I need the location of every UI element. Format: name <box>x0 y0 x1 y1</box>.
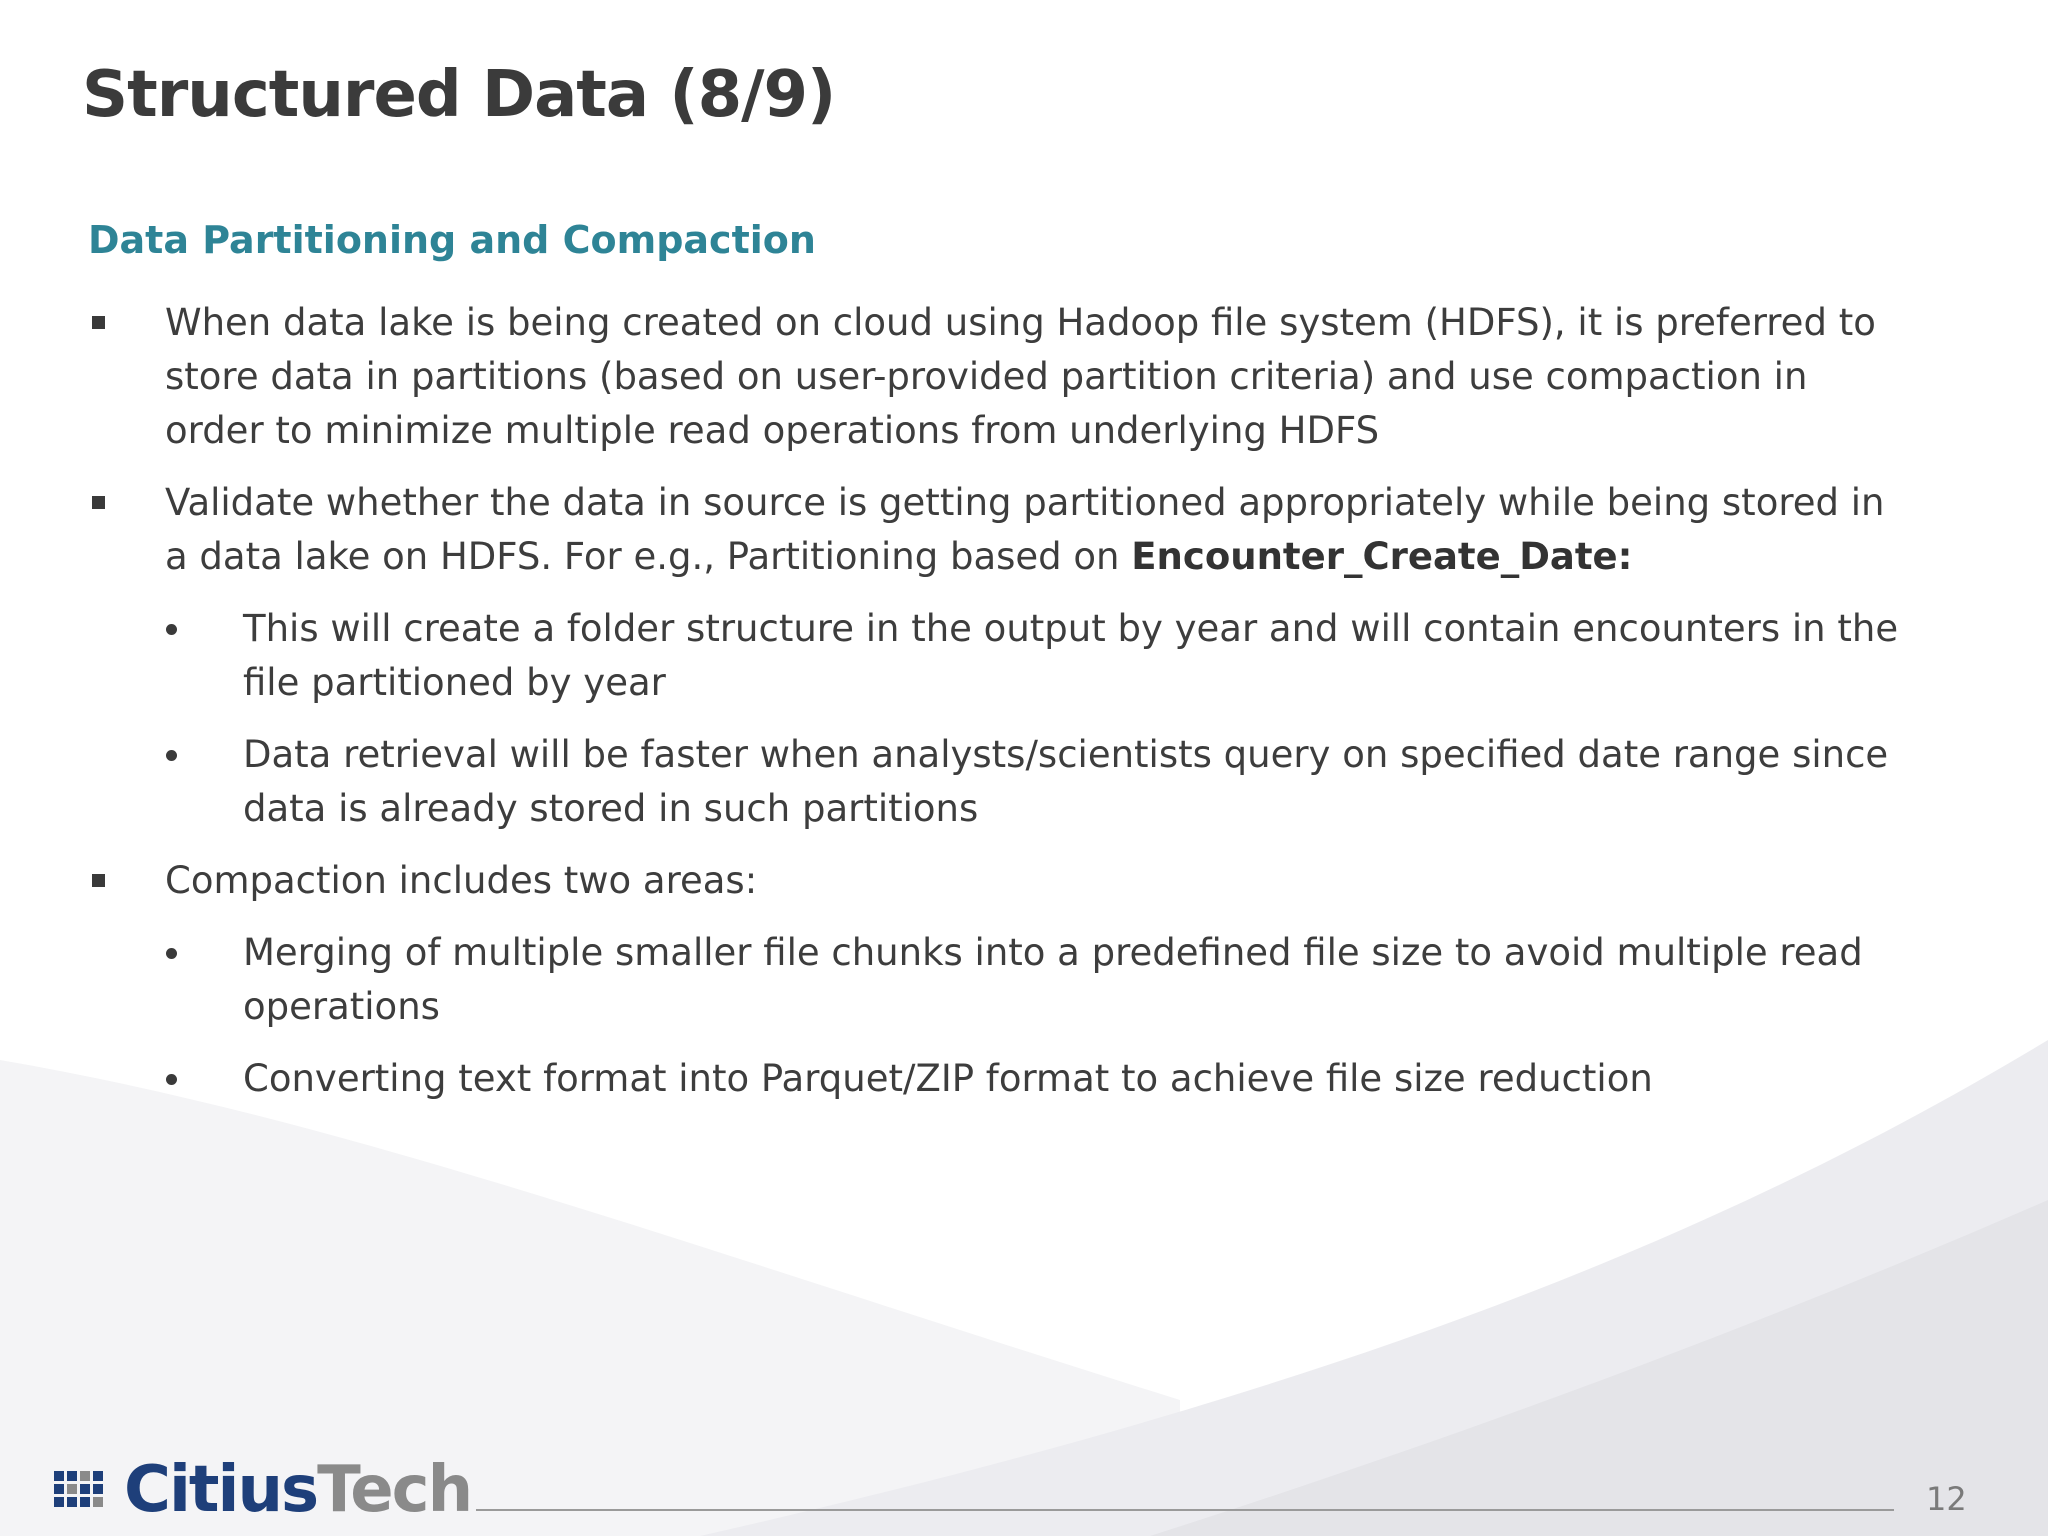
citiustech-logo <box>54 1453 472 1527</box>
section-subtitle: Data Partitioning and Compaction <box>88 218 816 262</box>
round-bullet-icon <box>166 750 177 761</box>
sub-bullet-item <box>0 1052 1915 1106</box>
bullet-item <box>0 476 1915 584</box>
round-bullet-icon <box>166 624 177 635</box>
bullet-text: Compaction includes two areas: <box>165 859 758 902</box>
logo-wordmark <box>124 1453 472 1527</box>
slide-title: Structured Data (8/9) <box>82 58 836 132</box>
square-bullet-icon <box>92 874 105 887</box>
bullet-text: Validate whether the data in source is getting partitioned appropriately while being stored in a data lake on HDFS. For e.g., Partitioning based on <box>165 481 1885 578</box>
sub-bullet-text: This will create a folder structure in the output by year and will contain encounters in the file partitioned by year <box>243 607 1899 704</box>
logo-tech-text: Tech <box>317 1453 472 1527</box>
sub-bullet-item <box>0 602 1915 710</box>
sub-bullet-text: Converting text format into Parquet/ZIP format to achieve file size reduction <box>243 1057 1653 1100</box>
bullet-text: When data lake is being created on cloud using Hadoop file system (HDFS), it is preferred to store data in partitions (based on user-provided partition criteria) and use compaction in order to minimize multiple read operations from underlying HDFS <box>165 301 1876 452</box>
grid-logo-icon <box>54 1465 104 1515</box>
round-bullet-icon <box>166 1074 177 1085</box>
round-bullet-icon <box>166 948 177 959</box>
sub-bullet-item <box>0 728 1915 836</box>
bullet-list <box>0 296 2048 1124</box>
bullet-bold-text: Encounter_Create_Date: <box>1131 535 1633 578</box>
sub-bullet-item <box>0 926 1915 1034</box>
square-bullet-icon <box>92 496 105 509</box>
sub-bullet-text: Merging of multiple smaller file chunks into a predefined file size to avoid multiple read operations <box>243 931 1863 1028</box>
bullet-item <box>0 854 1915 908</box>
logo-citius-text: Citius <box>124 1453 318 1527</box>
sub-bullet-text: Data retrieval will be faster when analysts/scientists query on specified date range since data is already stored in such partitions <box>243 733 1889 830</box>
footer-divider <box>476 1509 1894 1511</box>
bullet-item <box>0 296 1915 458</box>
page-number: 12 <box>1926 1480 1967 1518</box>
square-bullet-icon <box>92 316 105 329</box>
